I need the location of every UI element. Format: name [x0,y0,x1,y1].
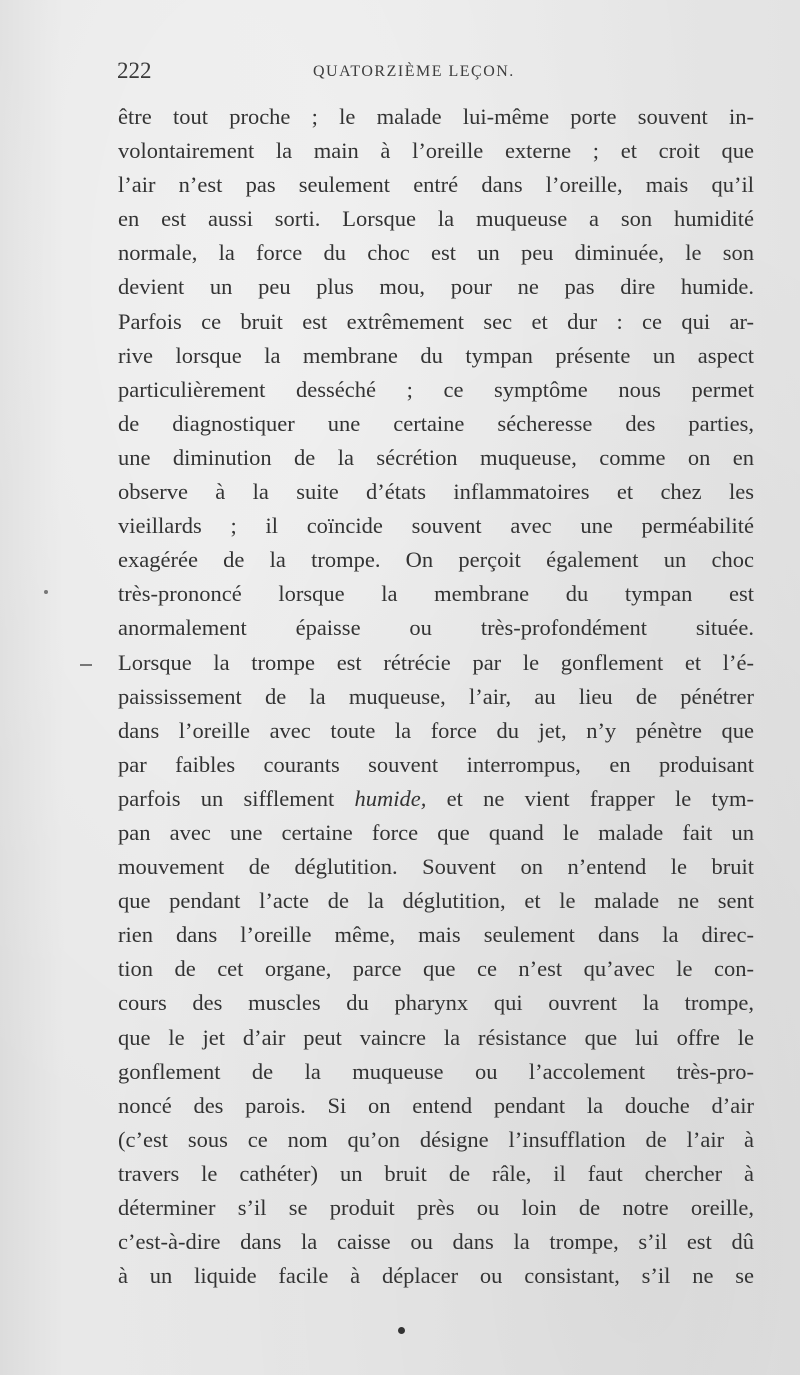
text-line: rien dans l’oreille même, mais seulement dans la direc- [118,922,754,948]
text-line: rive lorsque la membrane du tympan présente un aspect [118,342,754,368]
text-line: mouvement de déglutition. Souvent on n’entend le bruit [118,854,754,880]
text-line: de diagnostiquer une certaine sécheresse des parties, [118,410,754,436]
text-line: que pendant l’acte de la déglutition, et le malade ne sent [118,888,754,914]
text-line: vieillards ; il coïncide souvent avec une perméabilité [118,513,754,539]
text-line: volontairement la main à l’oreille externe ; et croit que [118,138,754,164]
running-head: QUATORZIÈME LEÇON. [313,63,515,80]
text-line: devient un peu plus mou, pour ne pas dire humide. [118,274,754,300]
text-line: pan avec une certaine force que quand le malade fait un [118,819,754,845]
text-line: Parfois ce bruit est extrêmement sec et dur : ce qui ar- [118,308,754,334]
italic-word: humide, [354,785,427,811]
text-line: particulièrement desséché ; ce symptôme nous permet [118,376,754,402]
text-line: noncé des parois. Si on entend pendant la douche d’air [118,1092,754,1118]
text-line: être tout proche ; le malade lui-même porte souvent in- [118,104,754,129]
text-line: très-prononcé lorsque la membrane du tympan est [118,581,754,607]
text-line: à un liquide facile à déplacer ou consistant, s’il ne se [118,1263,754,1289]
text-line: en est aussi sorti. Lorsque la muqueuse a son humidité [118,206,754,232]
text-line: par faibles courants souvent interrompus, en produisant [118,751,754,777]
body-text [118,100,754,1293]
text-line: déterminer s’il se produit près ou loin de notre oreille, [118,1195,754,1220]
text-line: exagérée de la trompe. On perçoit également un choc [118,547,754,573]
page-header [117,58,753,92]
margin-speck [44,590,48,594]
text-line: observe à la suite d’états inflammatoires et chez les [118,479,754,505]
text-line: travers le cathéter) un bruit de râle, il faut chercher à [118,1160,754,1186]
signature-mark [398,1327,405,1334]
text-line: gonflement de la muqueuse ou l’accolement très-pro- [118,1058,754,1084]
text-segment: et ne vient frapper le tym- [446,785,754,811]
text-line: c’est-à-dire dans la caisse ou dans la trompe, s’il est dû [118,1229,754,1255]
text-line: cours des muscles du pharynx qui ouvrent la trompe, [118,990,754,1016]
text-line: Lorsque la trompe est rétrécie par le gonflement et l’é- [118,649,754,675]
text-line: que le jet d’air peut vaincre la résistance que lui offre le [118,1024,754,1050]
text-line: anormalement épaisse ou très-profondément située. [118,615,754,641]
text-line: dans l’oreille avec toute la force du jet, n’y pénètre que [118,717,754,743]
margin-mark [80,664,92,666]
text-line: paississement de la muqueuse, l’air, au lieu de pénétrer [118,683,754,709]
text-line: (c’est sous ce nom qu’on désigne l’insufflation de l’air à [118,1126,754,1152]
text-segment: parfois un sifflement [118,785,335,811]
text-line: tion de cet organe, parce que ce n’est qu’avec le con- [118,956,754,982]
text-line-with-italic [118,782,754,816]
text-line: l’air n’est pas seulement entré dans l’oreille, mais qu’il [118,172,754,198]
text-line: normale, la force du choc est un peu diminuée, le son [118,240,754,266]
page-number: 222 [117,58,152,83]
text-line: une diminution de la sécrétion muqueuse, comme on en [118,444,754,470]
